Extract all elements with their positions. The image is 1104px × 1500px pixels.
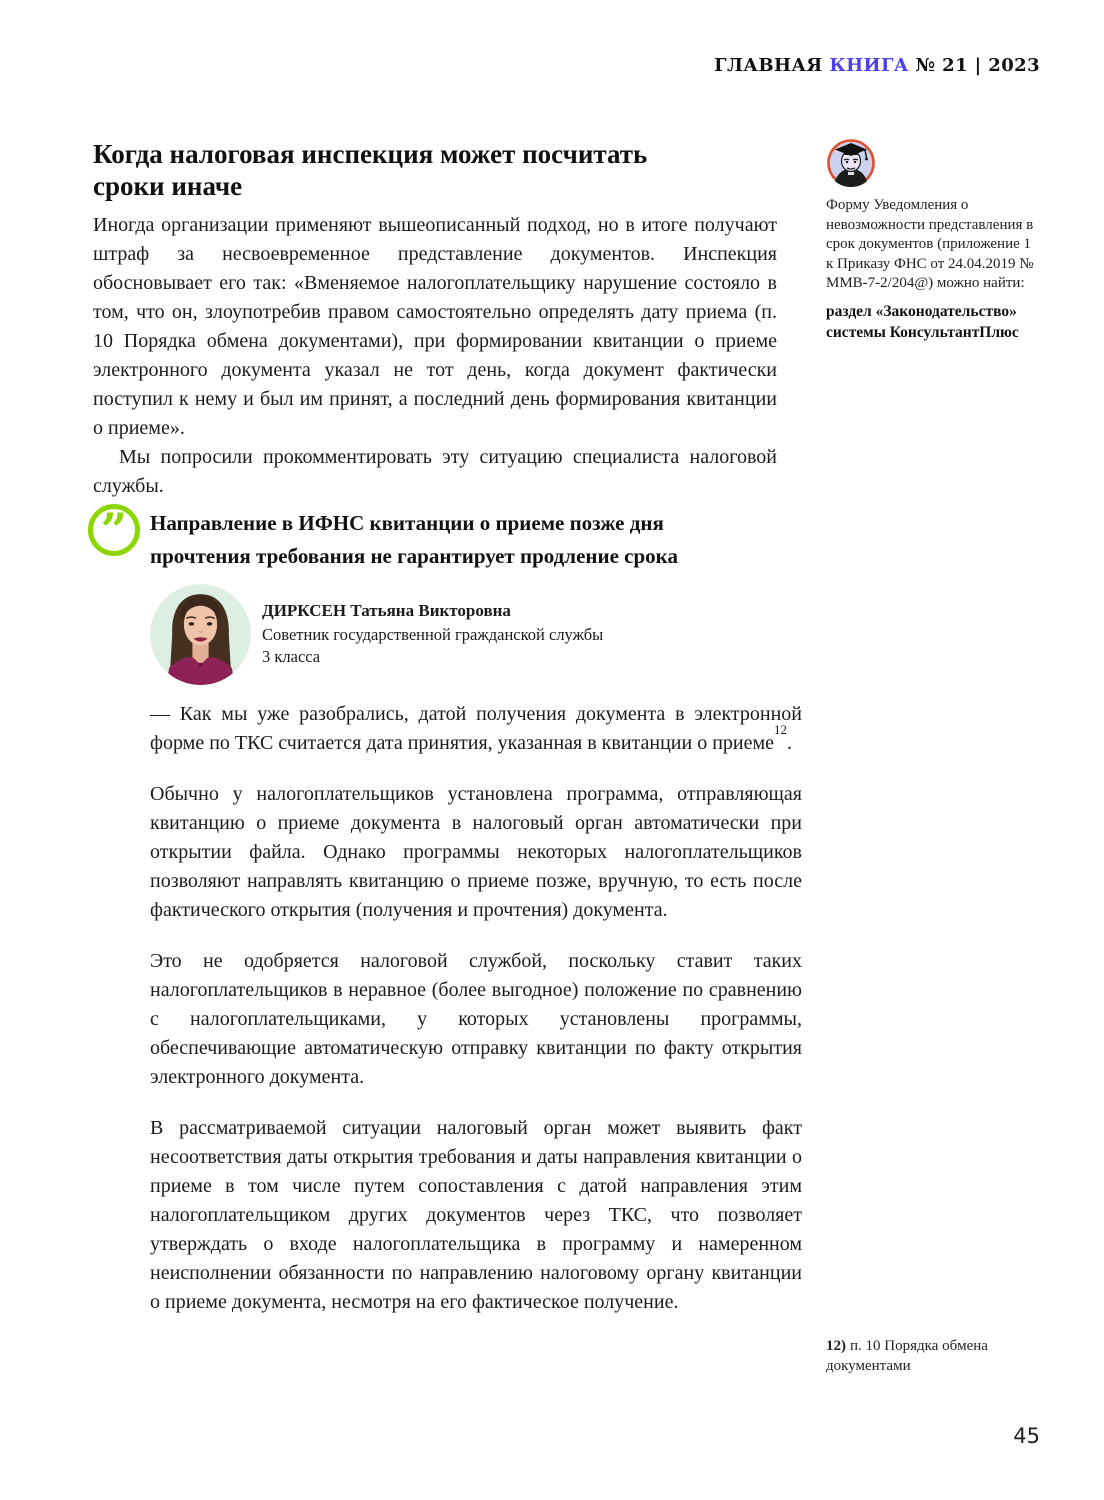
article-title (93, 138, 793, 202)
expert-name: ДИРКСЕН Татьяна Викторовна (262, 601, 511, 620)
article-title-line2: сроки иначе (93, 171, 243, 201)
article-title-line1: Когда налоговая инспекция может посчитать (93, 139, 648, 169)
interview-answer (150, 700, 802, 1339)
pull-quote-line1: Направление в ИФНС квитанции о приеме позже дня (150, 511, 664, 535)
pull-quote (150, 507, 810, 573)
expert-info (262, 584, 603, 685)
consultant-section-reference: раздел «Законодательство» системы КонсультантПлюс (826, 302, 1019, 341)
intro-section (93, 211, 777, 501)
pull-quote-line2: прочтения требования не гарантирует продление срока (150, 544, 678, 568)
brand-word-accent: КНИГА (829, 55, 909, 76)
intro-paragraph-2: Мы попросили прокомментировать эту ситуацию специалиста налоговой службы. (93, 446, 777, 497)
issue-number: № 21 | 2023 (915, 55, 1040, 76)
footnote-12 (826, 1336, 1042, 1376)
footnote-text: п. 10 Порядка обмена документами (826, 1338, 988, 1374)
answer-paragraph-3: Это не одобряется налоговой службой, поскольку ставит таких налогоплательщиков в неравное (более выгодное) положение по сравнению с налогоплательщиками, у которых установлены программы, обеспечивающие автоматическую отправку квитанции по факту открытия электронного документа. (150, 950, 802, 1088)
expert-block (150, 584, 603, 685)
quote-marks-icon: ” (88, 504, 140, 556)
brand-word-black: ГЛАВНАЯ (714, 55, 823, 76)
answer-paragraph-4: В рассматриваемой ситуации налоговый орган может выявить факт несоответствия даты открытия требования и даты направления квитанции о приеме в том числе путем сопоставления с датой направления этим налогоплательщиком других документов через ТКС, что позволяет утверждать о входе налогоплательщика в программу и намеренном неисполнении обязанности по направлению налоговому органу квитанции о приеме документа, несмотря на его фактическое получение. (150, 1117, 802, 1313)
sidebar-text: Форму Уведомления о невозможности представления в срок документов (приложение 1 к Приказу ФНС от 24.04.2019 № ММВ-7-2/204@) можно найти: (826, 197, 1034, 291)
expert-role-line1: Советник государственной гражданской службы (262, 625, 604, 644)
expert-photo (150, 584, 251, 685)
sidebar-note (826, 138, 1042, 343)
answer-paragraph-1: — Как мы уже разобрались, датой получения документа в электронной форме по ТКС считается дата принятия, указанная в квитанции о приеме$^{12}$. (150, 703, 802, 754)
expert-role-line2: 3 класса (262, 647, 321, 666)
answer-paragraph-2: Обычно у налогоплательщиков установлена программа, отправляющая квитанцию о приеме документа в налоговый орган автоматически при открытии файла. Однако программы некоторых налогоплательщиков позволяют направлять квитанцию о приеме позже, вручную, то есть после фактического открытия (получения и прочтения) документа. (150, 783, 802, 921)
magazine-header (714, 55, 1040, 76)
footnote-marker: 12) (826, 1338, 846, 1354)
footnote-ref-12: 12 (774, 722, 788, 738)
scholar-mascot-icon (826, 138, 876, 188)
intro-paragraph-1: Иногда организации применяют вышеописанный подход, но в итоге получают штраф за несвоевременное представление документов. Инспекция обосновывает его так: «Вменяемое налогоплательщику нарушение состояло в том, что он, злоупотребив правом самостоятельно определять дату приема (п. 10 Порядка обмена документами), при формировании квитанции о приеме электронного документа указал не тот день, когда документ фактически поступил к нему и был им принят, а последний день формирования квитанции о приеме». (93, 214, 777, 439)
page-number: 45 (1013, 1424, 1040, 1448)
portrait-illustration (150, 584, 251, 685)
